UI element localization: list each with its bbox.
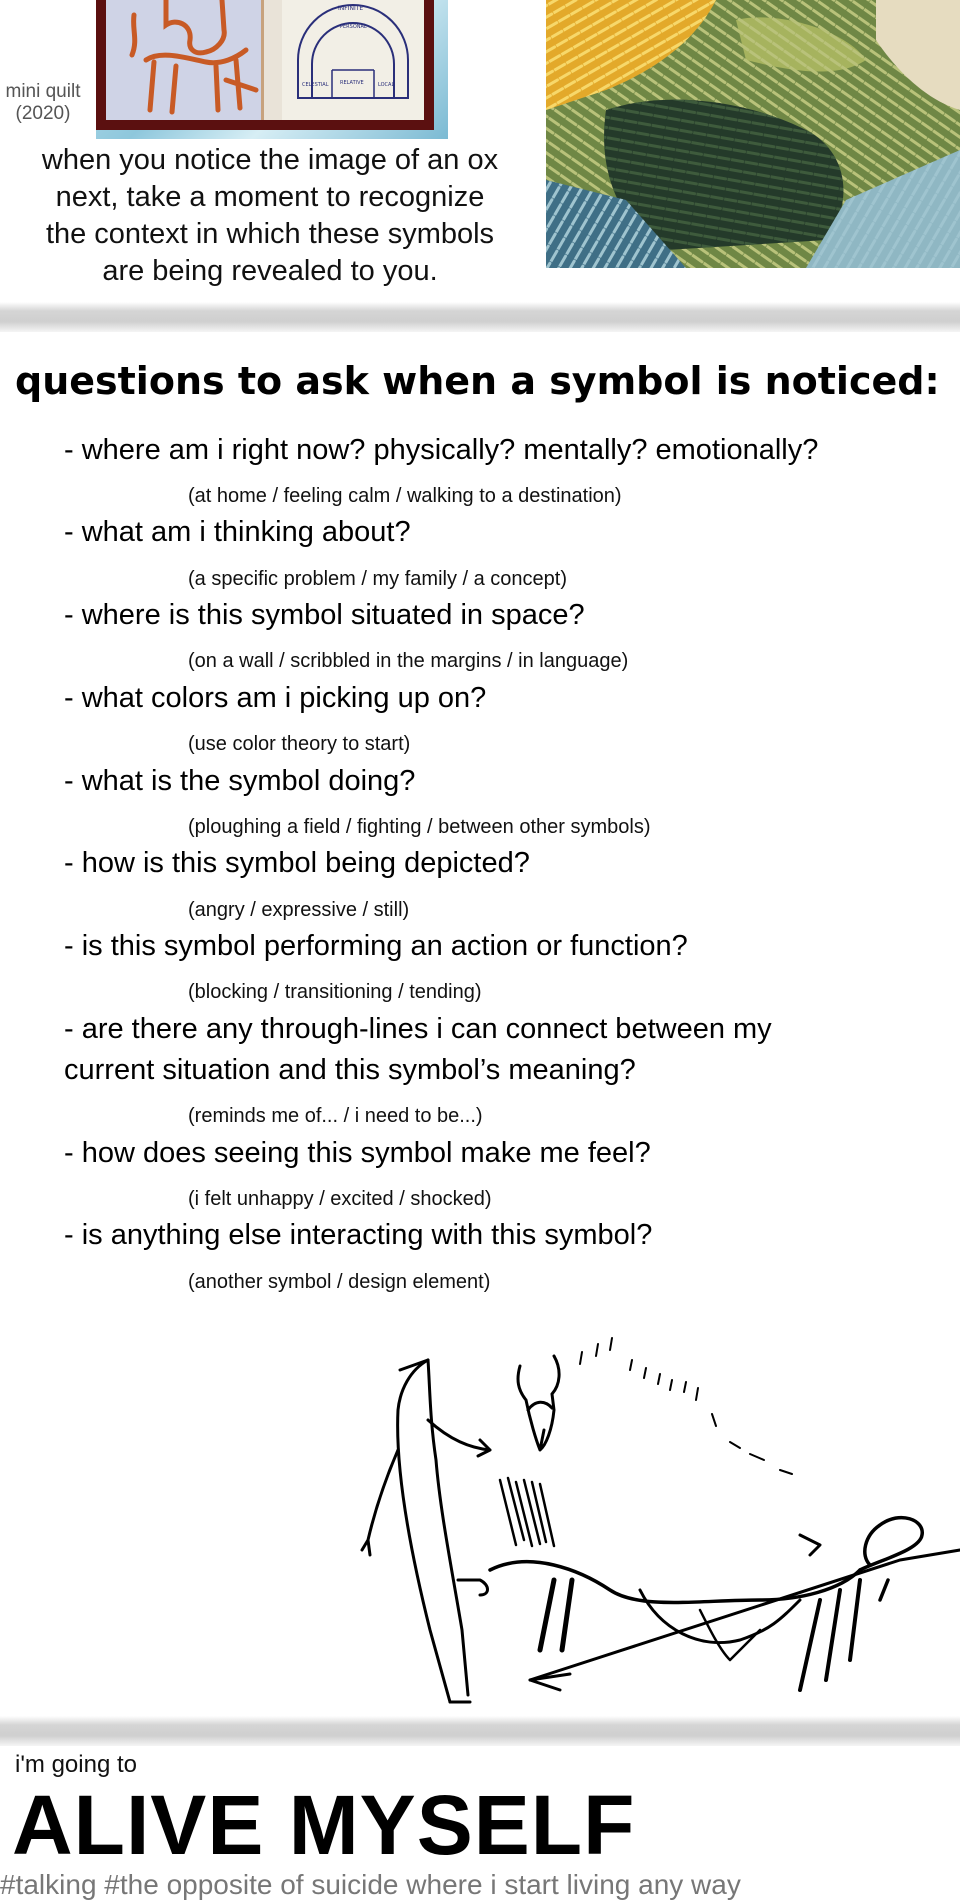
section-divider (0, 302, 960, 332)
image-caption (0, 81, 86, 125)
question-item: - what is the symbol doing? (64, 765, 416, 797)
caption-title: mini quilt (5, 81, 81, 102)
question-item: - what colors am i picking up on? (64, 682, 487, 714)
intro-text (0, 142, 540, 290)
question-example: (a specific problem / my family / a concept) (188, 568, 568, 590)
intro-line: the context in which these symbols (45, 218, 495, 250)
quilt-ox-panel (106, 0, 264, 120)
question-example: (reminds me of... / i need to be...) (188, 1105, 483, 1127)
embroidery-image (546, 0, 960, 268)
section-divider (0, 1716, 960, 1746)
question-example: (use color theory to start) (188, 733, 411, 755)
question-item: - is anything else interacting with this symbol? (64, 1219, 653, 1251)
question-example: (at home / feeling calm / walking to a destination) (188, 485, 622, 507)
top-section (0, 0, 960, 310)
questions-heading: questions to ask when a symbol is noticed: (15, 359, 940, 403)
caption-year: (2020) (15, 103, 71, 124)
post-title: ALIVE MYSELF (12, 1778, 636, 1872)
mini-quilt-image (96, 0, 448, 139)
quilt-label: INFINITE (338, 5, 364, 12)
question-item: - what am i thinking about? (64, 516, 411, 548)
question-example: (on a wall / scribbled in the margins / in language) (188, 650, 629, 672)
quilt-label: PERSONAL (340, 24, 367, 30)
quilt-diagram-panel (282, 0, 424, 120)
quilt-label: RELATIVE (340, 80, 364, 86)
post-tags[interactable]: #talking #the opposite of suicide where i start living any way (0, 1869, 741, 1900)
ox-and-figure-drawing (340, 1330, 960, 1700)
question-item: - where am i right now? physically? mentally? emotionally? (64, 434, 819, 466)
intro-line: are being revealed to you. (102, 255, 438, 287)
intro-line: when you notice the image of an ox (41, 144, 499, 176)
post-subtitle: i'm going to (15, 1751, 137, 1778)
question-item: - how is this symbol being depicted? (64, 847, 530, 879)
question-item-continued: current situation and this symbol’s meaning? (64, 1054, 636, 1086)
question-item: - where is this symbol situated in space? (64, 599, 585, 631)
question-example: (ploughing a field / fighting / between other symbols) (188, 816, 651, 838)
question-item: - are there any through-lines i can connect between my (64, 1013, 772, 1045)
question-item: - is this symbol performing an action or function? (64, 930, 688, 962)
question-item: - how does seeing this symbol make me feel? (64, 1137, 651, 1169)
question-example: (blocking / transitioning / tending) (188, 981, 482, 1003)
quilt-label: CELESTIAL (302, 82, 329, 88)
question-example: (another symbol / design element) (188, 1271, 491, 1293)
question-example: (angry / expressive / still) (188, 899, 410, 921)
question-example: (i felt unhappy / excited / shocked) (188, 1188, 492, 1210)
quilt-label: LOCAL (378, 82, 395, 88)
intro-line: next, take a moment to recognize (55, 181, 485, 213)
